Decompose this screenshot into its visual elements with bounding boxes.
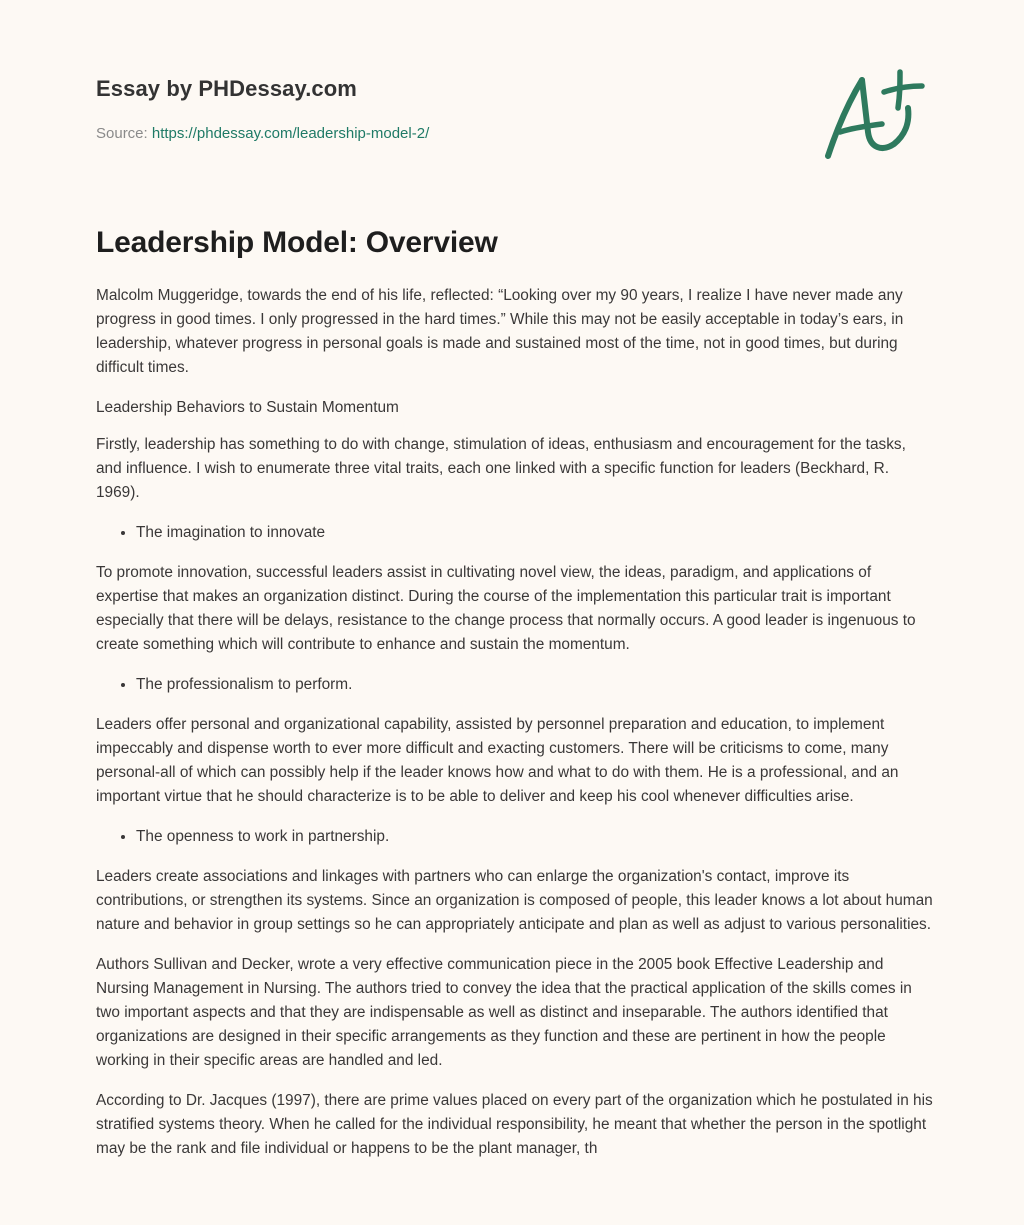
trait-bullet-professionalism: • The professionalism to perform. [136, 673, 934, 697]
firstly-paragraph: Firstly, leadership has something to do with change, stimulation of ideas, enthusiasm and encouragement for the tasks, and influence. I wish to enumerate three vital traits, each one linked with a specific function for leaders (Beckhard, R. 1969). [96, 436, 906, 501]
source-line [96, 125, 429, 142]
a-plus-grade-icon [822, 68, 926, 164]
professionalism-paragraph: Leaders offer personal and organizational capability, assisted by personnel preparation and education, to implement impeccably and dispense worth to ever more difficult and exacting customers. There will be criticisms to come, many personal-all of which can possibly help if the leader knows how and what to do with them. He is a professional, and an important virtue that he should characterize is to be able to deliver and keep his cool whenever difficulties arise. [96, 716, 899, 805]
source-label: Source: [96, 125, 148, 142]
intro-paragraph: Malcolm Muggeridge, towards the end of his life, reflected: “Looking over my 90 years, I realize I have never made any progress in good times. I only progressed in the hard times.” While this may not be easily acceptable in today’s ears, in leadership, whatever progress in personal goals is made and sustained most of the time, not in good times, but during difficult times. [96, 287, 904, 376]
document-title: Leadership Model: Overview [96, 226, 498, 259]
trait-bullet-imagination: • The imagination to innovate [136, 521, 934, 545]
jacques-paragraph: According to Dr. Jacques (1997), there are prime values placed on every part of the organization which he postulated in his stratified systems theory. When he called for the individual responsibility, he meant that whether the person in the spotlight may be the rank and file individual or happens to be the plant manager, th [96, 1092, 933, 1157]
innovation-paragraph: To promote innovation, successful leaders assist in cultivating novel view, the ideas, paradigm, and applications of expertise that makes an organization distinct. During the course of the implementation this particular trait is important especially that there will be delays, resistance to the change process that normally occurs. A good leader is ingenuous to create something which will contribute to enhance and sustain the momentum. [96, 564, 916, 653]
section-subheading: Leadership Behaviors to Sustain Momentum [96, 399, 399, 416]
essay-body [96, 284, 934, 1177]
source-link[interactable]: https://phdessay.com/leadership-model-2/ [151, 125, 430, 142]
sullivan-decker-paragraph: Authors Sullivan and Decker, wrote a very effective communication piece in the 2005 book Effective Leadership and Nursing Management in Nursing. The authors tried to convey the idea that the practical application of the skills comes in two important aspects and that they are indispensable as well as distinct and inseparable. The authors identified that organizations are designed in their specific arrangements as they function and these are pertinent in how the people working in their specific areas are handled and led. [96, 956, 912, 1069]
site-title: Essay by PHDessay.com [96, 76, 357, 101]
trait-list-1 [96, 521, 934, 545]
trait-list-3 [96, 825, 934, 849]
trait-list-2 [96, 673, 934, 697]
partnership-paragraph: Leaders create associations and linkages with partners who can enlarge the organization's contact, improve its contributions, or strengthen its systems. Since an organization is composed of people, this leader knows a lot about human nature and behavior in group settings so he can appropriately anticipate and plan as well as adjust to various personalities. [96, 868, 933, 933]
trait-bullet-openness: • The openness to work in partnership. [136, 825, 934, 849]
site-header [96, 74, 930, 174]
